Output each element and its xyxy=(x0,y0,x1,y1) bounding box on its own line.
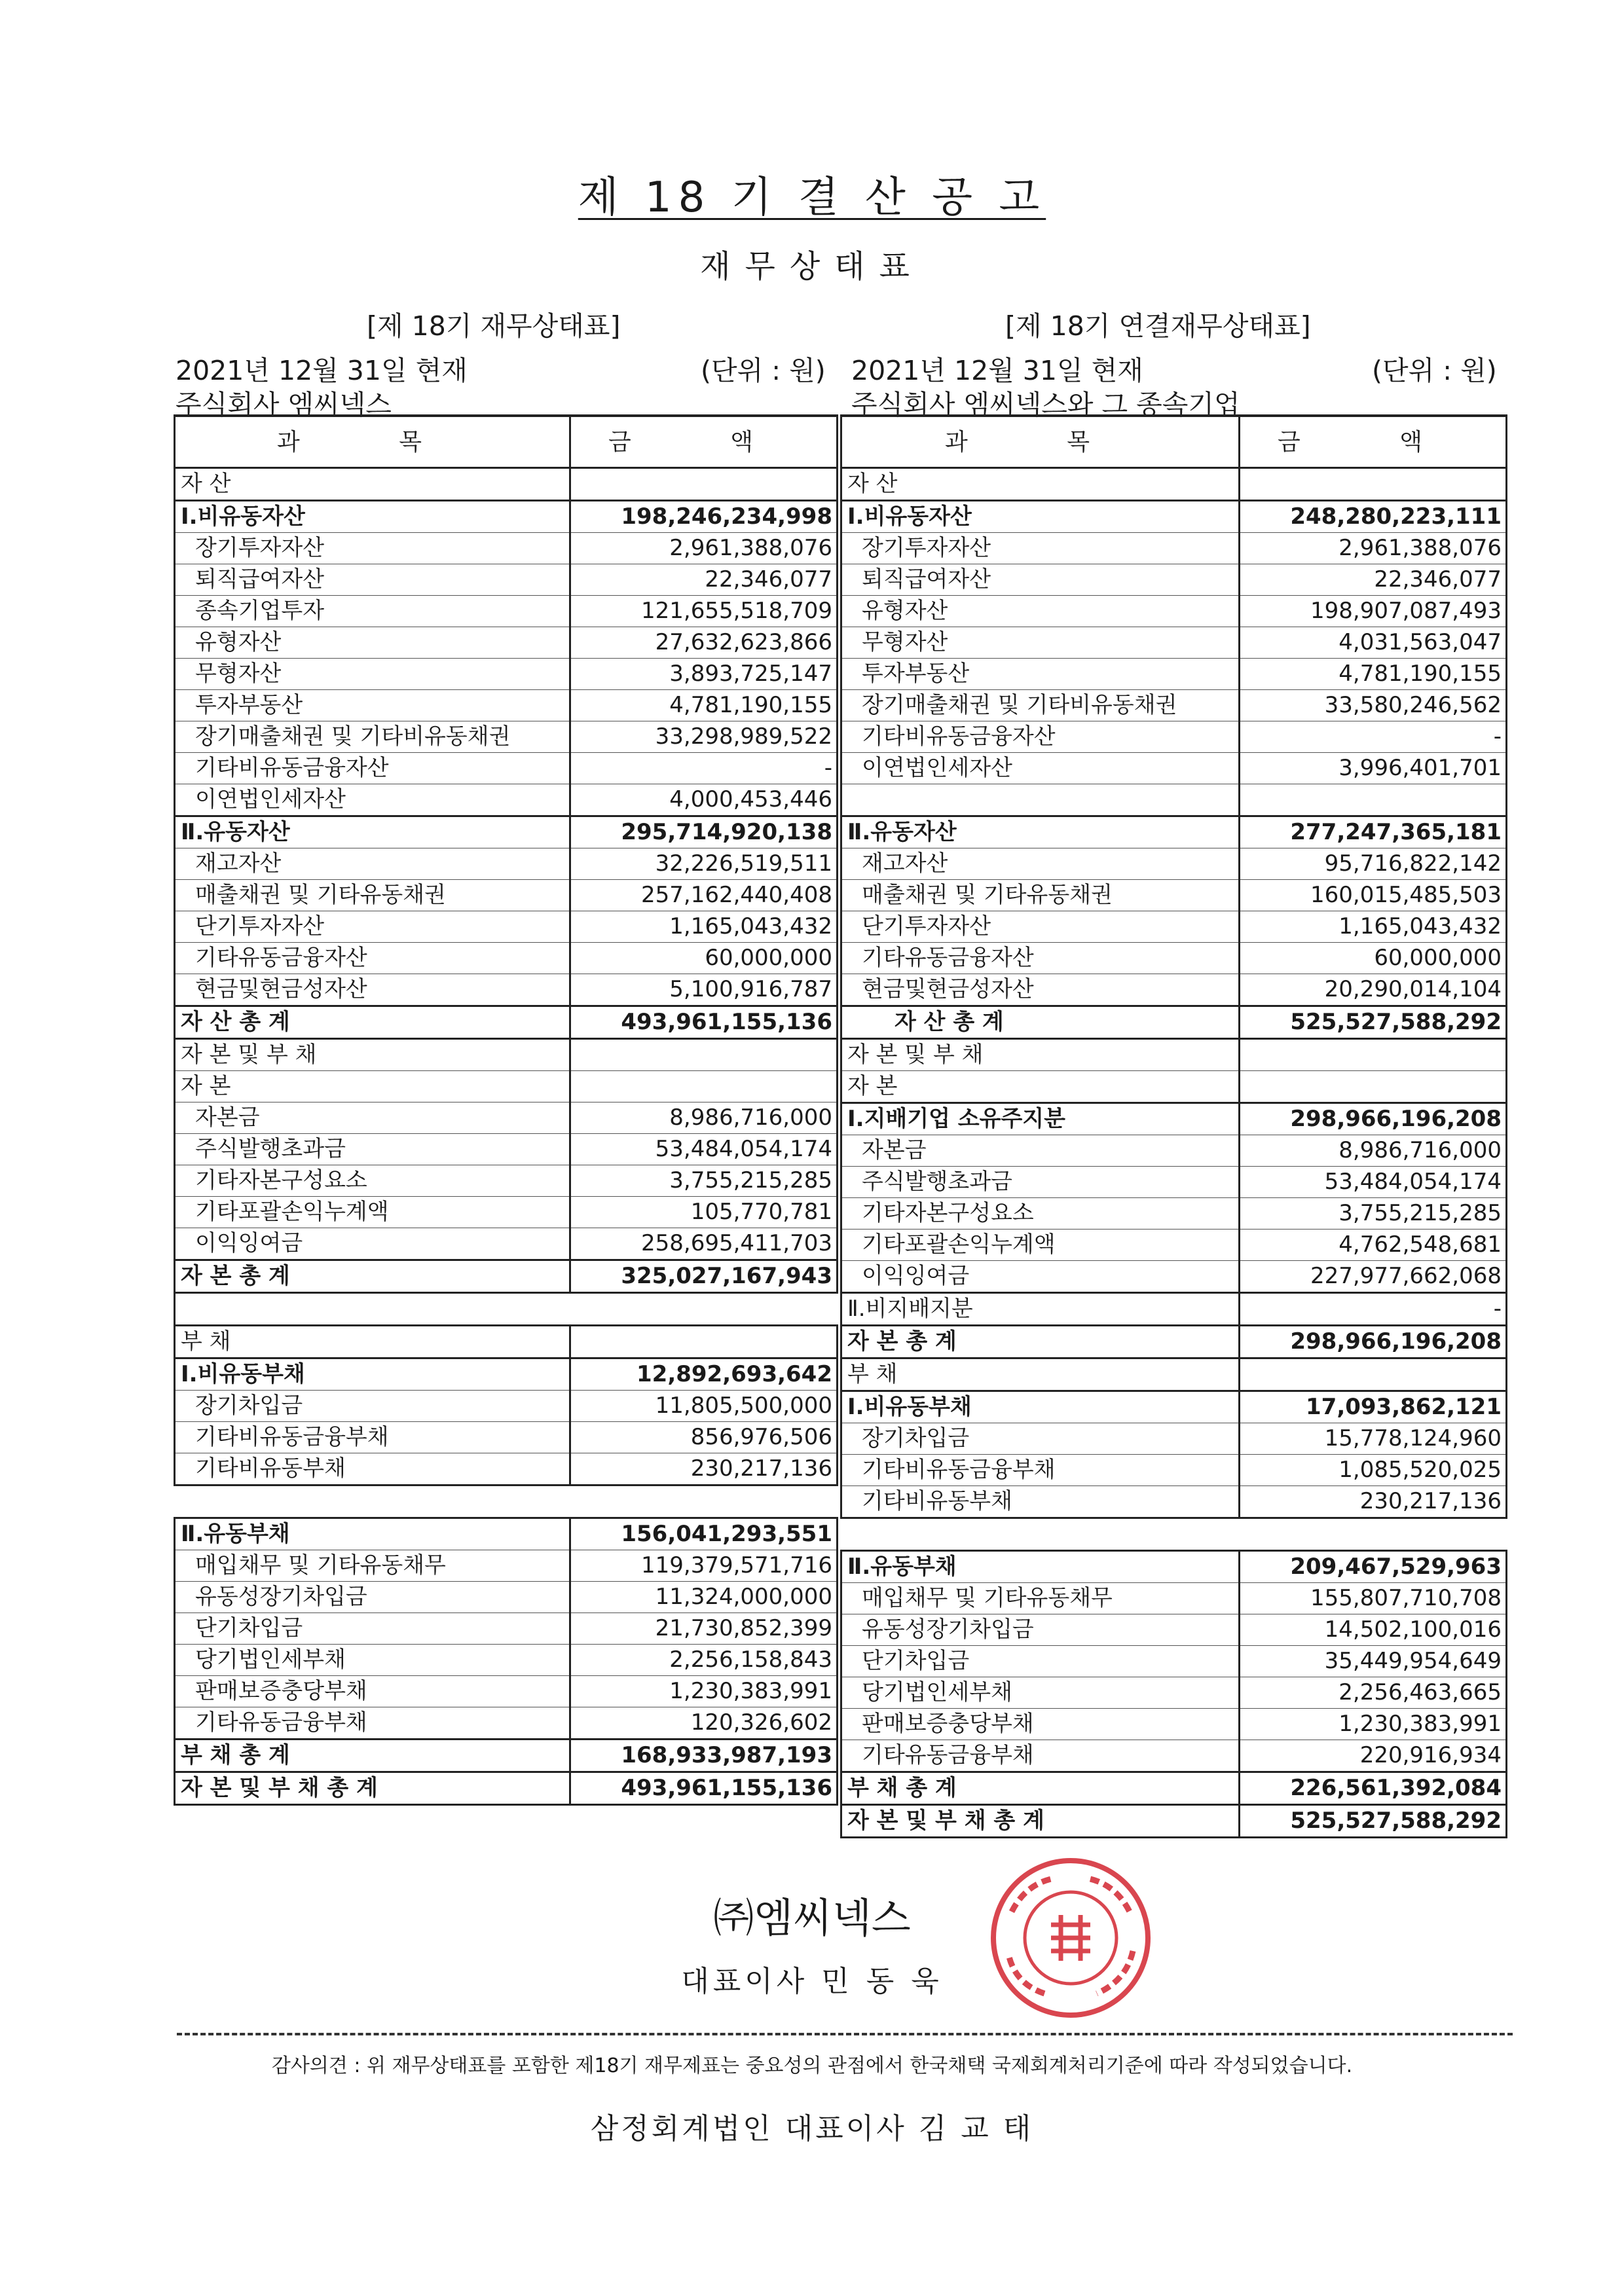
table-row xyxy=(175,468,838,501)
table-row xyxy=(175,1645,838,1676)
table-row xyxy=(841,1071,1507,1103)
table-row-label: 기타자본구성요소 xyxy=(841,1198,1240,1230)
table-row xyxy=(841,564,1507,596)
table-row xyxy=(175,1006,838,1039)
table-row-amount: 21,730,852,399 xyxy=(570,1613,838,1645)
table-row-label: 자 본 및 부 채 xyxy=(841,1039,1240,1071)
table-row xyxy=(841,1103,1507,1135)
table-row xyxy=(175,880,838,911)
table-row-label: 단기차입금 xyxy=(841,1646,1240,1677)
table-row-amount: 1,165,043,432 xyxy=(1240,911,1507,943)
notice-title: 제 18 기 결 산 공 고 xyxy=(578,173,1046,222)
table-row-amount: 3,893,725,147 xyxy=(570,659,838,690)
table-row-amount: 53,484,054,174 xyxy=(1240,1167,1507,1198)
table-row-label: 이익잉여금 xyxy=(175,1228,570,1260)
table-row-label: Ⅰ.비유동자산 xyxy=(841,501,1240,533)
table-row xyxy=(175,1740,838,1772)
table-row-amount: 4,762,548,681 xyxy=(1240,1230,1507,1261)
table-row-amount: 4,781,190,155 xyxy=(570,690,838,721)
table-row-label: 무형자산 xyxy=(175,659,570,690)
table-row-amount xyxy=(1240,1039,1507,1071)
right-consolidated-balance-sheet-table xyxy=(840,414,1507,1838)
company-seal-stamp xyxy=(986,1853,1156,2023)
table-row xyxy=(175,596,838,627)
table-row xyxy=(175,533,838,564)
table-row-label: 기타비유동부채 xyxy=(175,1453,570,1485)
table-row-label: 유동성장기차입금 xyxy=(175,1582,570,1613)
table-row-label: 퇴직급여자산 xyxy=(175,564,570,596)
right-date: 2021년 12월 31일 현재 xyxy=(851,355,1143,386)
table-row-label: 장기매출채권 및 기타비유동채권 xyxy=(841,690,1240,721)
table-row-amount: 14,502,100,016 xyxy=(1240,1614,1507,1646)
table-row xyxy=(841,1423,1507,1455)
table-row-label: 판매보증충당부채 xyxy=(175,1676,570,1707)
table-row-amount: 493,961,155,136 xyxy=(570,1006,838,1039)
table-row-label: 자 본 및 부 채 xyxy=(175,1039,570,1071)
table-row xyxy=(175,848,838,880)
table-row-amount: 121,655,518,709 xyxy=(570,596,838,627)
table-row xyxy=(841,1293,1507,1326)
table-row xyxy=(841,1455,1507,1486)
table-row xyxy=(175,1582,838,1613)
table-row-amount: 198,907,087,493 xyxy=(1240,596,1507,627)
table-row xyxy=(841,468,1507,501)
table-row-amount: 12,892,693,642 xyxy=(570,1358,838,1391)
table-row xyxy=(175,1676,838,1707)
table-row-label: 자 본 xyxy=(841,1071,1240,1103)
table-row-amount: 35,449,954,649 xyxy=(1240,1646,1507,1677)
table-row-label: 매출채권 및 기타유동채권 xyxy=(841,880,1240,911)
table-row-amount: 3,755,215,285 xyxy=(570,1165,838,1197)
table-row-amount: 60,000,000 xyxy=(1240,943,1507,974)
table-row-label: 이연법인세자산 xyxy=(175,784,570,816)
table-row xyxy=(841,596,1507,627)
table-row xyxy=(175,1358,838,1391)
table-row-label: 주식발행초과금 xyxy=(841,1167,1240,1198)
table-row-amount xyxy=(570,468,838,501)
left-unit: (단위 : 원) xyxy=(701,355,826,386)
table-row xyxy=(841,1614,1507,1646)
table-row xyxy=(841,1230,1507,1261)
table-row-amount: 856,976,506 xyxy=(570,1422,838,1453)
right-heading: [제 18기 연결재무상태표] xyxy=(1005,310,1311,342)
table-row-amount: 4,031,563,047 xyxy=(1240,627,1507,659)
table-row-label: Ⅱ.유동부채 xyxy=(175,1518,570,1550)
table-row-label: 투자부동산 xyxy=(175,690,570,721)
table-row-amount: 525,527,588,292 xyxy=(1240,1805,1507,1838)
table-row-amount: 2,256,158,843 xyxy=(570,1645,838,1676)
table-row-amount: - xyxy=(570,753,838,784)
table-row xyxy=(841,1198,1507,1230)
table-row-amount: 258,695,411,703 xyxy=(570,1228,838,1260)
table-row-amount xyxy=(1240,1358,1507,1391)
table-row-amount: 230,217,136 xyxy=(1240,1486,1507,1518)
table-row-label: 자 본 총 계 xyxy=(175,1260,570,1293)
table-row-label: 기타자본구성요소 xyxy=(175,1165,570,1197)
table-row xyxy=(175,1260,838,1293)
auditor-name: 삼정회계법인 대표이사 김 교 태 xyxy=(590,2112,1034,2145)
right-col-item-header: 과 목 xyxy=(841,416,1240,468)
table-row xyxy=(841,880,1507,911)
statement-subtitle: 재무상태표 xyxy=(700,248,924,285)
table-row xyxy=(841,1167,1507,1198)
left-heading: [제 18기 재무상태표] xyxy=(367,310,621,342)
table-row-label: 이연법인세자산 xyxy=(841,753,1240,784)
table-row-label: 투자부동산 xyxy=(841,659,1240,690)
table-row xyxy=(841,848,1507,880)
table-row-label: Ⅰ.비유동부채 xyxy=(175,1358,570,1391)
table-row-label: 기타유동금융부채 xyxy=(175,1707,570,1740)
table-row-amount xyxy=(1240,468,1507,501)
table-row xyxy=(841,1039,1507,1071)
table-row-label: 당기법인세부채 xyxy=(841,1677,1240,1709)
table-row-label: 자 산 xyxy=(841,468,1240,501)
table-row xyxy=(175,1293,838,1326)
table-row xyxy=(175,1453,838,1485)
table-row-amount: 1,230,383,991 xyxy=(570,1676,838,1707)
table-row-label: 부 채 xyxy=(175,1326,570,1358)
table-row-label: 유동성장기차입금 xyxy=(841,1614,1240,1646)
table-row-amount: 156,041,293,551 xyxy=(570,1518,838,1550)
table-row-label: Ⅰ.비유동부채 xyxy=(841,1391,1240,1423)
table-row-amount: 15,778,124,960 xyxy=(1240,1423,1507,1455)
table-row-label: Ⅱ.비지배지분 xyxy=(841,1293,1240,1326)
table-row-amount: 160,015,485,503 xyxy=(1240,880,1507,911)
table-row xyxy=(175,784,838,816)
table-row-amount: 1,165,043,432 xyxy=(570,911,838,943)
table-row-amount: 257,162,440,408 xyxy=(570,880,838,911)
table-row-label: Ⅱ.유동부채 xyxy=(841,1551,1240,1583)
table-row-label: 매출채권 및 기타유동채권 xyxy=(175,880,570,911)
table-row xyxy=(175,1165,838,1197)
table-row-label: 자본금 xyxy=(841,1135,1240,1167)
table-row xyxy=(841,1261,1507,1293)
table-row-amount: 493,961,155,136 xyxy=(570,1772,838,1805)
table-row-amount: 295,714,920,138 xyxy=(570,816,838,848)
table-row xyxy=(841,1326,1507,1358)
table-row-amount: 1,085,520,025 xyxy=(1240,1455,1507,1486)
table-row-label: 매입채무 및 기타유동채무 xyxy=(841,1583,1240,1614)
left-col-item-header: 과 목 xyxy=(175,416,570,468)
table-row-label: 기타유동금융부채 xyxy=(841,1740,1240,1772)
table-row-amount: 8,986,716,000 xyxy=(1240,1135,1507,1167)
table-row-label: 장기차입금 xyxy=(841,1423,1240,1455)
table-row-label: 이익잉여금 xyxy=(841,1261,1240,1293)
table-row-label: 기타비유동금융자산 xyxy=(841,721,1240,753)
table-row xyxy=(841,753,1507,784)
table-row-amount: 120,326,602 xyxy=(570,1707,838,1740)
table-row-amount: 2,256,463,665 xyxy=(1240,1677,1507,1709)
table-row-label: 매입채무 및 기타유동채무 xyxy=(175,1550,570,1582)
table-row-amount: 298,966,196,208 xyxy=(1240,1326,1507,1358)
table-row xyxy=(175,1326,838,1358)
left-col-amount-header: 금 액 xyxy=(570,416,838,468)
table-row xyxy=(175,911,838,943)
table-row xyxy=(175,1707,838,1740)
table-row-label: 재고자산 xyxy=(841,848,1240,880)
table-row-label: 기타포괄손익누계액 xyxy=(175,1197,570,1228)
table-row xyxy=(841,1135,1507,1167)
table-row-label: Ⅰ.비유동자산 xyxy=(175,501,570,533)
left-balance-sheet-table xyxy=(174,414,838,1806)
table-row-label: 기타비유동금융자산 xyxy=(175,753,570,784)
table-row xyxy=(175,1071,838,1102)
table-row-amount: 2,961,388,076 xyxy=(1240,533,1507,564)
table-row-amount xyxy=(570,1326,838,1358)
table-row-label: 재고자산 xyxy=(175,848,570,880)
table-row xyxy=(175,816,838,848)
table-row xyxy=(841,690,1507,721)
table-row-amount: 33,298,989,522 xyxy=(570,721,838,753)
table-row-amount: 3,755,215,285 xyxy=(1240,1198,1507,1230)
table-row-label: 자본금 xyxy=(175,1102,570,1134)
table-row xyxy=(841,1583,1507,1614)
table-row xyxy=(175,1102,838,1134)
table-row-label: 부 채 총 계 xyxy=(175,1740,570,1772)
table-row xyxy=(175,627,838,659)
table-row xyxy=(175,1485,838,1518)
table-row xyxy=(175,1772,838,1805)
table-row-amount: 20,290,014,104 xyxy=(1240,974,1507,1006)
company-name: ㈜엠씨넥스 xyxy=(713,1894,911,1942)
table-row-label: 기타비유동부채 xyxy=(841,1486,1240,1518)
table-row-amount: 22,346,077 xyxy=(1240,564,1507,596)
table-row-amount: 325,027,167,943 xyxy=(570,1260,838,1293)
table-row-amount: 155,807,710,708 xyxy=(1240,1583,1507,1614)
table-row xyxy=(841,721,1507,753)
table-row-label: 무형자산 xyxy=(841,627,1240,659)
table-row-label: 자 산 xyxy=(175,468,570,501)
table-row xyxy=(841,974,1507,1006)
table-row xyxy=(175,564,838,596)
table-row xyxy=(841,533,1507,564)
table-row-label: 기타유동금융자산 xyxy=(841,943,1240,974)
table-row xyxy=(841,943,1507,974)
right-company: 주식회사 엠씨넥스와 그 종속기업 xyxy=(851,389,1240,420)
table-row xyxy=(175,1039,838,1071)
table-row xyxy=(841,816,1507,848)
table-row-amount: 105,770,781 xyxy=(570,1197,838,1228)
table-row xyxy=(841,1772,1507,1805)
table-row-amount: - xyxy=(1240,721,1507,753)
table-row xyxy=(841,501,1507,533)
table-row-label: 종속기업투자 xyxy=(175,596,570,627)
separator-dashed-line xyxy=(177,2033,1513,2035)
table-row-amount: 95,716,822,142 xyxy=(1240,848,1507,880)
table-row-amount: 198,246,234,998 xyxy=(570,501,838,533)
table-row-label: 부 채 xyxy=(841,1358,1240,1391)
table-row-label: 단기투자자산 xyxy=(841,911,1240,943)
table-row-label: 판매보증충당부채 xyxy=(841,1709,1240,1740)
table-row-amount: 27,632,623,866 xyxy=(570,627,838,659)
table-row-label: 장기투자자산 xyxy=(175,533,570,564)
table-row-label: Ⅱ.유동자산 xyxy=(841,816,1240,848)
table-row xyxy=(175,1197,838,1228)
table-row-label: Ⅱ.유동자산 xyxy=(175,816,570,848)
table-row-label: 유형자산 xyxy=(841,596,1240,627)
table-row xyxy=(841,1391,1507,1423)
table-row xyxy=(175,721,838,753)
table-row-amount: 298,966,196,208 xyxy=(1240,1103,1507,1135)
table-row-label: 단기투자자산 xyxy=(175,911,570,943)
table-row-amount: 53,484,054,174 xyxy=(570,1134,838,1165)
table-row xyxy=(841,416,1507,468)
table-row-label: 기타유동금융자산 xyxy=(175,943,570,974)
table-row xyxy=(841,1677,1507,1709)
table-row-amount: 8,986,716,000 xyxy=(570,1102,838,1134)
table-row-amount: 11,805,500,000 xyxy=(570,1391,838,1422)
table-row xyxy=(841,659,1507,690)
table-row xyxy=(841,1486,1507,1518)
table-row-amount: 230,217,136 xyxy=(570,1453,838,1485)
table-row-amount: 17,093,862,121 xyxy=(1240,1391,1507,1423)
left-date: 2021년 12월 31일 현재 xyxy=(175,355,468,386)
right-col-amount-header: 금 액 xyxy=(1240,416,1507,468)
table-row xyxy=(175,501,838,533)
table-row-label: 단기차입금 xyxy=(175,1613,570,1645)
table-row xyxy=(175,1550,838,1582)
table-row xyxy=(175,1422,838,1453)
ceo-name: 대표이사 민 동 욱 xyxy=(681,1965,943,1998)
table-row xyxy=(841,1358,1507,1391)
table-row-label: 기타포괄손익누계액 xyxy=(841,1230,1240,1261)
table-row-amount: 4,000,453,446 xyxy=(570,784,838,816)
table-row xyxy=(841,1006,1507,1039)
table-row-label: 자 산 총 계 xyxy=(175,1006,570,1039)
table-row xyxy=(175,1134,838,1165)
table-row-amount: 226,561,392,084 xyxy=(1240,1772,1507,1805)
table-row-label: 부 채 총 계 xyxy=(841,1772,1240,1805)
table-row-amount xyxy=(1240,1071,1507,1103)
table-row-amount: 32,226,519,511 xyxy=(570,848,838,880)
table-row-label: Ⅰ.지배기업 소유주지분 xyxy=(841,1103,1240,1135)
audit-opinion: 감사의견 : 위 재무상태표를 포함한 제18기 재무제표는 중요성의 관점에서 한국채택 국제회계처리기준에 따라 작성되었습니다. xyxy=(271,2054,1353,2077)
table-row-label: 퇴직급여자산 xyxy=(841,564,1240,596)
table-row xyxy=(841,1805,1507,1838)
table-row-label: 현금및현금성자산 xyxy=(175,974,570,1006)
table-row xyxy=(175,1391,838,1422)
table-row xyxy=(175,416,838,468)
table-row-amount: 227,977,662,068 xyxy=(1240,1261,1507,1293)
table-row-amount: 5,100,916,787 xyxy=(570,974,838,1006)
table-row-label: 자 본 총 계 xyxy=(841,1326,1240,1358)
table-row-label: 유형자산 xyxy=(175,627,570,659)
table-row xyxy=(841,627,1507,659)
table-row xyxy=(841,911,1507,943)
table-row xyxy=(175,753,838,784)
table-row-label: 자 본 및 부 채 총 계 xyxy=(841,1805,1240,1838)
table-row xyxy=(841,1740,1507,1772)
table-row-label: 기타비유동금융부채 xyxy=(841,1455,1240,1486)
table-row-label: 자 본 및 부 채 총 계 xyxy=(175,1772,570,1805)
table-row-label: 당기법인세부채 xyxy=(175,1645,570,1676)
table-row-label: 현금및현금성자산 xyxy=(841,974,1240,1006)
table-row-amount: 277,247,365,181 xyxy=(1240,816,1507,848)
table-row-amount: 4,781,190,155 xyxy=(1240,659,1507,690)
table-row-amount xyxy=(570,1071,838,1102)
table-row xyxy=(175,1228,838,1260)
table-row-amount: 525,527,588,292 xyxy=(1240,1006,1507,1039)
table-row-label: 자 본 xyxy=(175,1071,570,1102)
table-row xyxy=(841,784,1507,816)
table-row-label: 장기투자자산 xyxy=(841,533,1240,564)
table-row xyxy=(841,1551,1507,1583)
table-row-amount: 3,996,401,701 xyxy=(1240,753,1507,784)
table-row-amount: 119,379,571,716 xyxy=(570,1550,838,1582)
table-row xyxy=(175,690,838,721)
table-row-amount: 1,230,383,991 xyxy=(1240,1709,1507,1740)
table-row-amount: 22,346,077 xyxy=(570,564,838,596)
table-row-label: 장기매출채권 및 기타비유동채권 xyxy=(175,721,570,753)
table-row xyxy=(841,1518,1507,1551)
table-row-label: 장기차입금 xyxy=(175,1391,570,1422)
table-row xyxy=(175,1613,838,1645)
table-row-amount: 33,580,246,562 xyxy=(1240,690,1507,721)
table-row-label: 주식발행초과금 xyxy=(175,1134,570,1165)
table-row-amount: 168,933,987,193 xyxy=(570,1740,838,1772)
table-row-amount: 209,467,529,963 xyxy=(1240,1551,1507,1583)
table-row xyxy=(841,1646,1507,1677)
table-row xyxy=(175,1518,838,1550)
table-row xyxy=(175,974,838,1006)
table-row xyxy=(175,943,838,974)
left-company: 주식회사 엠씨넥스 xyxy=(175,389,392,420)
table-row-amount: 220,916,934 xyxy=(1240,1740,1507,1772)
table-row-amount: 60,000,000 xyxy=(570,943,838,974)
table-row-label: 기타비유동금융부채 xyxy=(175,1422,570,1453)
table-row-label: 자 산 총 계 xyxy=(841,1006,1240,1039)
table-row-amount: 2,961,388,076 xyxy=(570,533,838,564)
table-row-amount: - xyxy=(1240,1293,1507,1326)
right-unit: (단위 : 원) xyxy=(1372,355,1497,386)
table-row-amount: 11,324,000,000 xyxy=(570,1582,838,1613)
table-row xyxy=(841,1709,1507,1740)
table-row xyxy=(175,659,838,690)
table-row-amount: 248,280,223,111 xyxy=(1240,501,1507,533)
table-row-amount xyxy=(570,1039,838,1071)
